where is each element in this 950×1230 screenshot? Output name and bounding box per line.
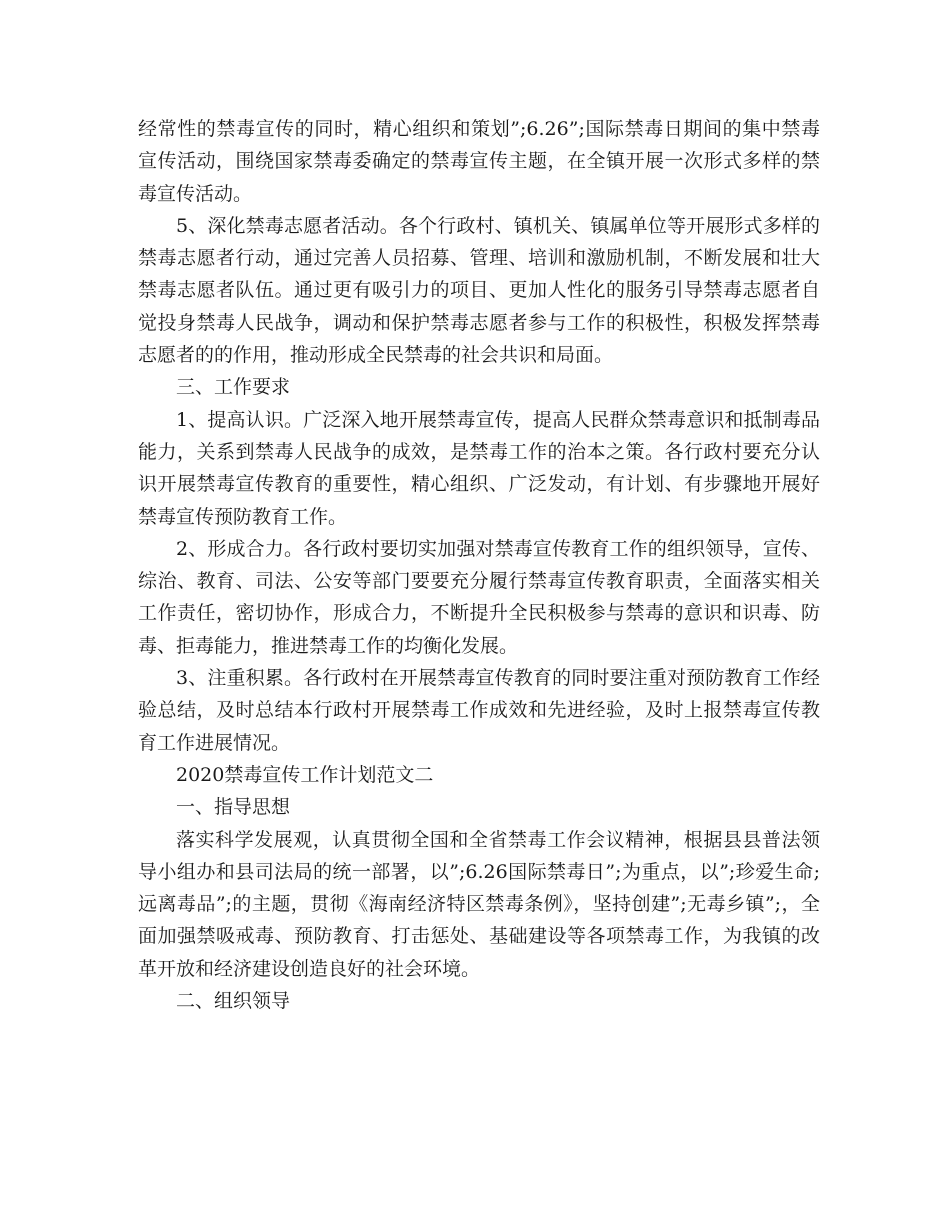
paragraph-continuation: 经常性的禁毒宣传的同时，精心组织和策划”;6.26”;国际禁毒日期间的集中禁毒宣传活动，围绕国家禁毒委确定的禁毒宣传主题，在全镇开展一次形式多样的禁毒宣传活动。 <box>138 118 820 205</box>
document-body <box>138 113 820 1017</box>
section-heading-organization: 二、组织领导 <box>176 990 291 1013</box>
paragraph-joint-effort: 2、形成合力。各行政村要切实加强对禁毒宣传教育工作的组织领导，宣传、综治、教育、司法、公安等部门要要充分履行禁毒宣传教育职责，全面落实相关工作责任，密切协作，形成合力，不断提升全民积极参与禁毒的意识和识毒、防毒、拒毒能力，推进禁毒工作的均衡化发展。 <box>138 537 820 657</box>
paragraph-volunteer-activities: 5、深化禁毒志愿者活动。各个行政村、镇机关、镇属单位等开展形式多样的禁毒志愿者行动，通过完善人员招募、管理、培训和激励机制，不断发展和壮大禁毒志愿者队伍。通过更有吸引力的项目、更加人性化的服务引导禁毒志愿者自觉投身禁毒人民战争，调动和保护禁毒志愿者参与工作的积极性，积极发挥禁毒志愿者的的作用，推动形成全民禁毒的社会共识和局面。 <box>138 214 820 367</box>
document-subtitle: 2020禁毒宣传工作计划范文二 <box>176 763 434 786</box>
paragraph-guiding-ideology: 落实科学发展观，认真贯彻全国和全省禁毒工作会议精神，根据县县普法领导小组办和县司法局的统一部署，以”;6.26国际禁毒日”;为重点，以”;珍爱生命;远离毒品”;的主题，贯彻《海南经济特区禁毒条例》，坚持创建”;无毒乡镇”;，全面加强禁吸戒毒、预防教育、打击惩处、基础建设等各项禁毒工作，为我镇的改革开放和经济建设创造良好的社会环境。 <box>138 828 820 980</box>
paragraph-accumulation: 3、注重积累。各行政村在开展禁毒宣传教育的同时要注重对预防教育工作经验总结，及时总结本行政村开展禁毒工作成效和先进经验，及时上报禁毒宣传教育工作进展情况。 <box>138 667 820 754</box>
paragraph-raise-awareness: 1、提高认识。广泛深入地开展禁毒宣传，提高人民群众禁毒意识和抵制毒品能力，关系到禁毒人民战争的成效，是禁毒工作的治本之策。各行政村要充分认识开展禁毒宣传教育的重要性，精心组织、广泛发动，有计划、有步骤地开展好禁毒宣传预防教育工作。 <box>138 408 820 528</box>
section-heading-work-requirements: 三、工作要求 <box>176 376 291 399</box>
section-heading-guiding-ideology: 一、指导思想 <box>176 796 291 819</box>
